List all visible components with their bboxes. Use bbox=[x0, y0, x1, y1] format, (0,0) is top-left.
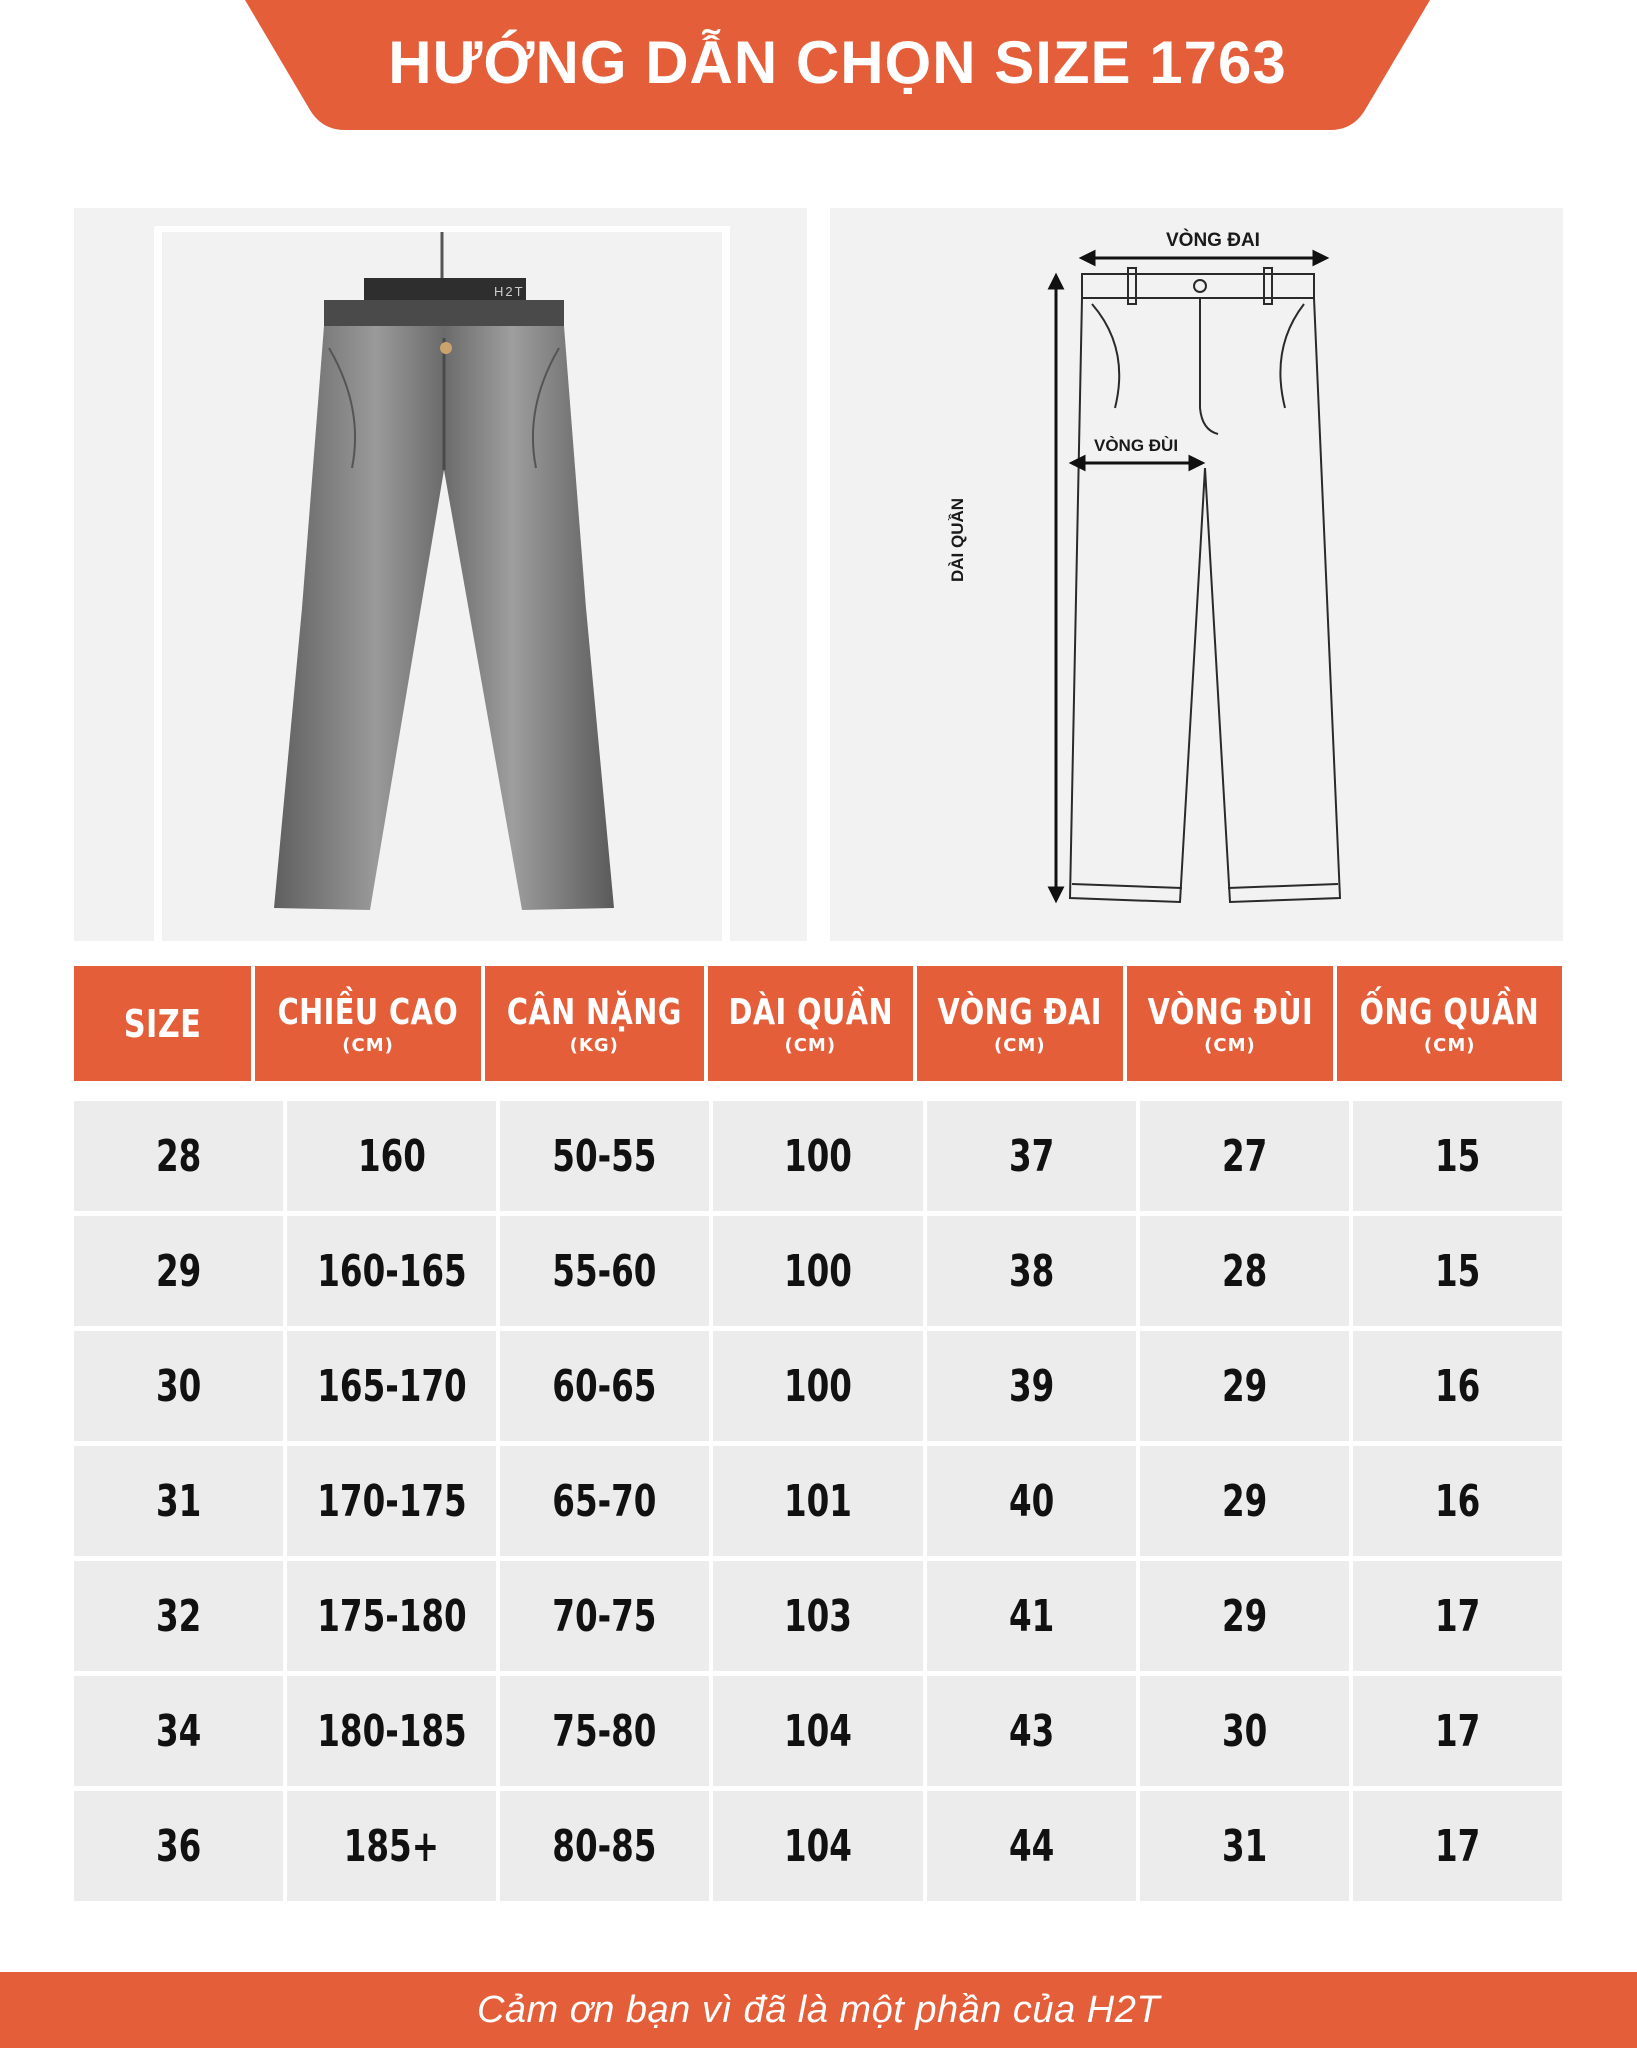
table-cell: 17 bbox=[1353, 1561, 1562, 1671]
table-cell: 101 bbox=[713, 1446, 922, 1556]
length-label: DÀI QUẦN bbox=[948, 497, 967, 582]
table-cell: 32 bbox=[74, 1561, 283, 1671]
size-table bbox=[74, 966, 1562, 1901]
table-cell: 16 bbox=[1353, 1331, 1562, 1441]
table-cell: 28 bbox=[1140, 1216, 1349, 1326]
trousers-line-drawing bbox=[830, 208, 1563, 941]
header-size: SIZE bbox=[74, 966, 251, 1081]
table-cell: 160 bbox=[287, 1101, 496, 1211]
header-weight: CÂN NẶNG (KG) bbox=[485, 966, 704, 1081]
table-header-row bbox=[74, 966, 1562, 1081]
table-cell: 16 bbox=[1353, 1446, 1562, 1556]
table-body bbox=[74, 1101, 1562, 1901]
table-cell: 60-65 bbox=[500, 1331, 709, 1441]
table-cell: 29 bbox=[1140, 1446, 1349, 1556]
header-waist: VÒNG ĐAI (CM) bbox=[917, 966, 1122, 1081]
table-row bbox=[74, 1101, 1562, 1211]
table-cell: 17 bbox=[1353, 1676, 1562, 1786]
header-leg-opening: ỐNG QUẦN (CM) bbox=[1337, 966, 1562, 1081]
table-cell: 100 bbox=[713, 1101, 922, 1211]
table-cell: 31 bbox=[1140, 1791, 1349, 1901]
table-row bbox=[74, 1216, 1562, 1326]
header-height: CHIỀU CAO (CM) bbox=[255, 966, 481, 1081]
table-cell: 36 bbox=[74, 1791, 283, 1901]
table-cell: 43 bbox=[927, 1676, 1136, 1786]
hanger-tag-text: H2T bbox=[494, 284, 525, 299]
table-cell: 30 bbox=[1140, 1676, 1349, 1786]
page-title: HƯỚNG DẪN CHỌN SIZE 1763 bbox=[388, 29, 1287, 96]
table-cell: 100 bbox=[713, 1331, 922, 1441]
table-cell: 175-180 bbox=[287, 1561, 496, 1671]
table-row bbox=[74, 1331, 1562, 1441]
table-cell: 41 bbox=[927, 1561, 1136, 1671]
table-cell: 15 bbox=[1353, 1101, 1562, 1211]
table-cell: 29 bbox=[1140, 1331, 1349, 1441]
table-cell: 80-85 bbox=[500, 1791, 709, 1901]
table-cell: 34 bbox=[74, 1676, 283, 1786]
jeans-illustration bbox=[74, 208, 807, 941]
table-cell: 44 bbox=[927, 1791, 1136, 1901]
table-row bbox=[74, 1446, 1562, 1556]
table-cell: 104 bbox=[713, 1676, 922, 1786]
table-cell: 39 bbox=[927, 1331, 1136, 1441]
table-cell: 28 bbox=[74, 1101, 283, 1211]
waist-label: VÒNG ĐAI bbox=[1166, 230, 1260, 251]
table-cell: 65-70 bbox=[500, 1446, 709, 1556]
header-banner bbox=[245, 0, 1430, 132]
measurement-diagram bbox=[830, 208, 1563, 941]
table-row bbox=[74, 1676, 1562, 1786]
table-cell: 185+ bbox=[287, 1791, 496, 1901]
table-cell: 55-60 bbox=[500, 1216, 709, 1326]
table-cell: 15 bbox=[1353, 1216, 1562, 1326]
table-cell: 170-175 bbox=[287, 1446, 496, 1556]
header-thigh: VÒNG ĐÙI (CM) bbox=[1127, 966, 1334, 1081]
table-cell: 50-55 bbox=[500, 1101, 709, 1211]
table-cell: 40 bbox=[927, 1446, 1136, 1556]
table-cell: 27 bbox=[1140, 1101, 1349, 1211]
table-cell: 75-80 bbox=[500, 1676, 709, 1786]
table-cell: 29 bbox=[74, 1216, 283, 1326]
table-cell: 31 bbox=[74, 1446, 283, 1556]
table-cell: 70-75 bbox=[500, 1561, 709, 1671]
header-length: DÀI QUẦN (CM) bbox=[708, 966, 914, 1081]
table-cell: 38 bbox=[927, 1216, 1136, 1326]
table-cell: 104 bbox=[713, 1791, 922, 1901]
product-photo bbox=[74, 208, 807, 941]
table-row bbox=[74, 1561, 1562, 1671]
table-cell: 103 bbox=[713, 1561, 922, 1671]
table-cell: 37 bbox=[927, 1101, 1136, 1211]
table-cell: 100 bbox=[713, 1216, 922, 1326]
table-row bbox=[74, 1791, 1562, 1901]
footer-thank-you: Cảm ơn bạn vì đã là một phần của H2T bbox=[0, 1972, 1637, 2048]
table-cell: 180-185 bbox=[287, 1676, 496, 1786]
table-cell: 29 bbox=[1140, 1561, 1349, 1671]
table-cell: 165-170 bbox=[287, 1331, 496, 1441]
table-cell: 17 bbox=[1353, 1791, 1562, 1901]
table-cell: 160-165 bbox=[287, 1216, 496, 1326]
table-cell: 30 bbox=[74, 1331, 283, 1441]
thigh-label: VÒNG ĐÙI bbox=[1094, 436, 1179, 455]
